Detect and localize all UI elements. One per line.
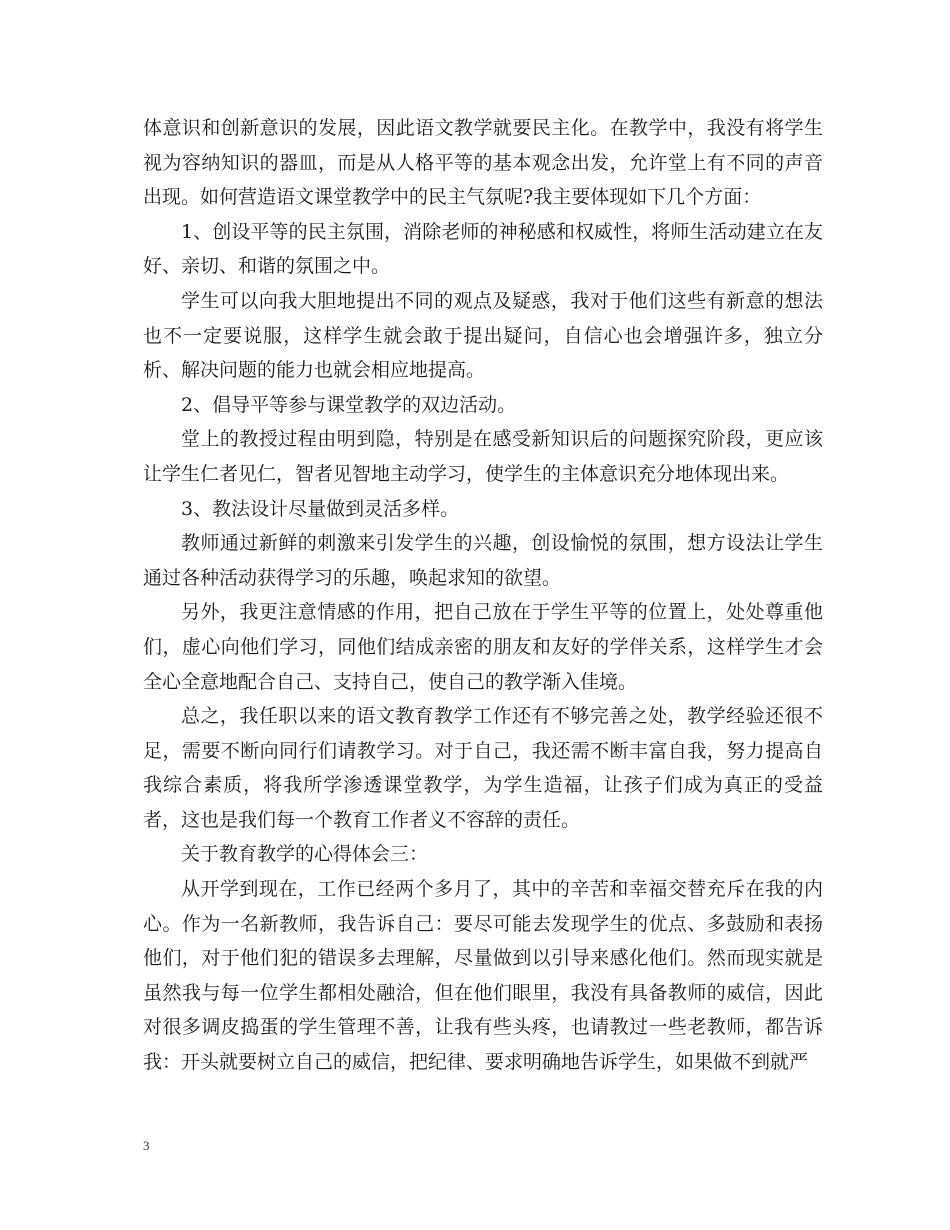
document-body	[143, 111, 823, 1080]
paragraph-8: 总之，我任职以来的语文教育教学工作还有不够完善之处，教学经验还很不足，需要不断向同行们请教学习。对于自己，我还需不断丰富自我，努力提高自我综合素质，将我所学渗透课堂教学，为学生造福，让孩子们成为真正的受益者，这也是我们每一个教育工作者义不容辞的责任。	[143, 705, 823, 831]
page-number: 3	[143, 1138, 150, 1153]
paragraph-6: 教师通过新鲜的刺激来引发学生的兴趣，创设愉悦的氛围，想方设法让学生通过各种活动获得学习的乐趣，唤起求知的欲望。	[143, 532, 823, 589]
paragraph-7: 另外，我更注意情感的作用，把自己放在于学生平等的位置上，处处尊重他们，虚心向他们学习，同他们结成亲密的朋友和友好的学伴关系，这样学生才会全心全意地配合自己、支持自己，使自己的教学渐入佳境。	[143, 601, 823, 693]
paragraph-5: 3、教法设计尽量做到灵活多样。	[181, 497, 460, 520]
paragraph-2: 学生可以向我大胆地提出不同的观点及疑惑，我对于他们这些有新意的想法也不一定要说服，这样学生就会敢于提出疑问，自信心也会增强许多，独立分析、解决问题的能力也就会相应地提高。	[143, 289, 823, 382]
paragraph-3: 2、倡导平等参与课堂教学的双边活动。	[181, 393, 517, 416]
paragraph-4: 堂上的教授过程由明到隐，特别是在感受新知识后的问题探究阶段，更应该让学生仁者见仁，智者见智地主动学习，使学生的主体意识充分地体现出来。	[143, 428, 823, 485]
paragraph-0: 体意识和创新意识的发展，因此语文教学就要民主化。在教学中，我没有将学生视为容纳知识的器皿，而是从人格平等的基本观念出发，允许堂上有不同的声音出现。如何营造语文课堂教学中的民主气氛呢?我主要体现如下几个方面：	[143, 117, 823, 209]
paragraph-1: 1、创设平等的民主氛围，消除老师的神秘感和权威性，将师生活动建立在友好、亲切、和谐的氛围之中。	[143, 220, 823, 278]
section-heading: 关于教育教学的心得体会三：	[181, 843, 429, 866]
paragraph-10: 从开学到现在，工作已经两个多月了，其中的辛苦和幸福交替充斥在我的内心。作为一名新教师，我告诉自己：要尽可能去发现学生的优点、多鼓励和表扬他们，对于他们犯的错误多去理解，尽量做到以引导来感化他们。然而现实就是虽然我与每一位学生都相处融洽，但在他们眼里，我没有具备教师的威信，因此对很多调皮捣蛋的学生管理不善，让我有些头疼，也请教过一些老教师，都告诉我：开头就要树立自己的威信，把纪律、要求明确地告诉学生，如果做不到就严	[143, 878, 823, 1074]
